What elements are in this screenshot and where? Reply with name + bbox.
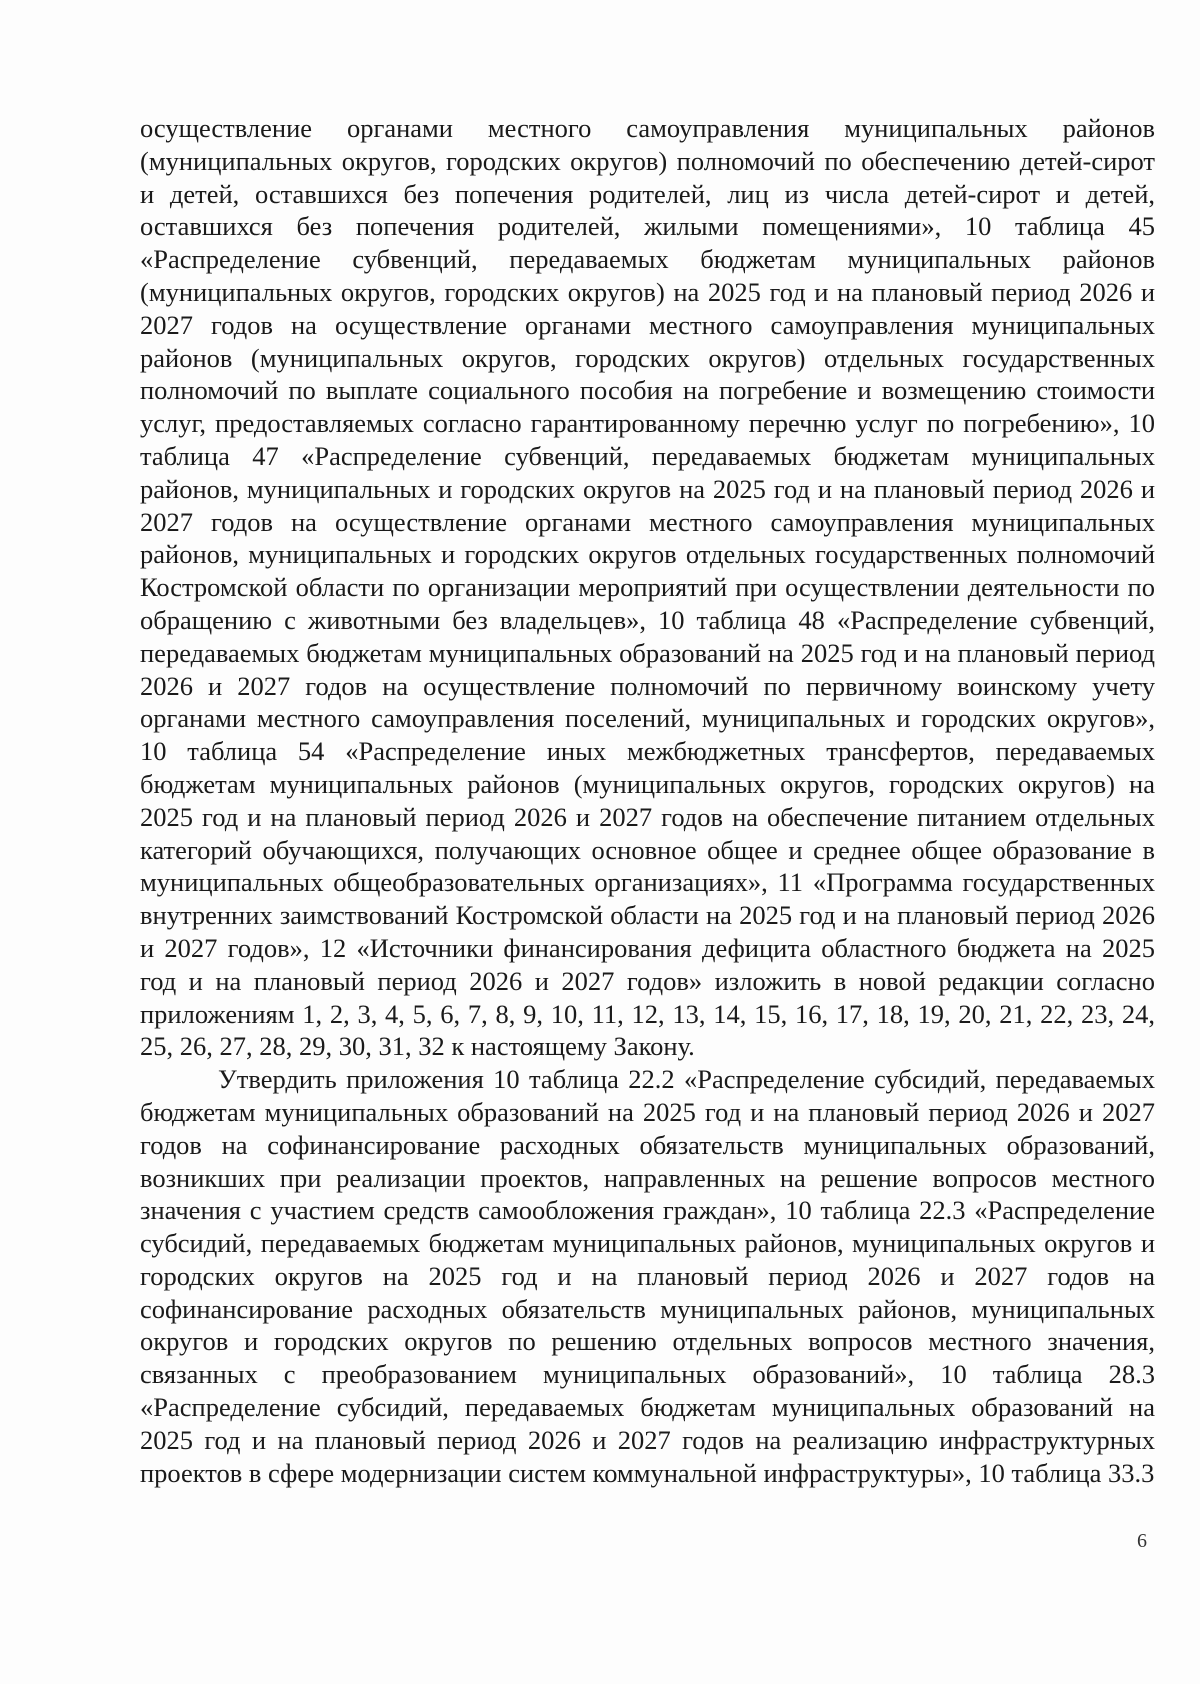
paragraph-approve-appendices: Утвердить приложения 10 таблица 22.2 «Распределение субсидий, передаваемых бюджетам муниципальных образований на 2025 год и на плановый период 2026 и 2027 годов на софинансирование расходных обязательств муниципальных образований, возникших при реализации проектов, направленных на решение вопросов местного значения с участием средств самообложения граждан», 10 таблица 22.3 «Распределение субсидий, передаваемых бюджетам муниципальных районов, муниципальных округов и городских округов на 2025 год и на плановый период 2026 и 2027 годов на софинансирование расходных обязательств муниципальных районов, муниципальных округов и городских округов по решению отдельных вопросов местного значения, связанных с преобразованием муниципальных образований», 10 таблица 28.3 «Распределение субсидий, передаваемых бюджетам муниципальных образований на 2025 год и на плановый период 2026 и 2027 годов на реализацию инфраструктурных проектов в сфере модернизации систем коммунальной инфраструктуры», 10 таблица 33.3 <box>140 1064 1155 1488</box>
document-body <box>140 112 1155 1489</box>
paragraph-continuation: осуществление органами местного самоуправления муниципальных районов (муниципальных округов, городских округов) полномочий по обеспечению детей-сирот и детей, оставшихся без попечения родителей, лиц из числа детей-сирот и детей, оставшихся без попечения родителей, жилыми помещениями», 10 таблица 45 «Распределение субвенций, передаваемых бюджетам муниципальных районов (муниципальных округов, городских округов) на 2025 год и на плановый период 2026 и 2027 годов на осуществление органами местного самоуправления муниципальных районов (муниципальных округов, городских округов) отдельных государственных полномочий по выплате социального пособия на погребение и возмещению стоимости услуг, предоставляемых согласно гарантированному перечню услуг по погребению», 10 таблица 47 «Распределение субвенций, передаваемых бюджетам муниципальных районов, муниципальных и городских округов на 2025 год и на плановый период 2026 и 2027 годов на осуществление органами местного самоуправления муниципальных районов, муниципальных и городских округов отдельных государственных полномочий Костромской области по организации мероприятий при осуществлении деятельности по обращению с животными без владельцев», 10 таблица 48 «Распределение субвенций, передаваемых бюджетам муниципальных образований на 2025 год и на плановый период 2026 и 2027 годов на осуществление полномочий по первичному воинскому учету органами местного самоуправления поселений, муниципальных и городских округов», 10 таблица 54 «Распределение иных межбюджетных трансфертов, передаваемых бюджетам муниципальных районов (муниципальных округов, городских округов) на 2025 год и на плановый период 2026 и 2027 годов на обеспечение питанием отдельных категорий обучающихся, получающих основное общее и среднее общее образование в муниципальных общеобразовательных организациях», 11 «Программа государственных внутренних заимствований Костромской области на 2025 год и на плановый период 2026 и 2027 годов», 12 «Источники финансирования дефицита областного бюджета на 2025 год и на плановый период 2026 и 2027 годов» изложить в новой редакции согласно приложениям 1, 2, 3, 4, 5, 6, 7, 8, 9, 10, 11, 12, 13, 14, 15, 16, 17, 18, 19, 20, 21, 22, 23, 24, 25, 26, 27, 28, 29, 30, 31, 32 к настоящему Закону. <box>140 113 1155 1062</box>
page-number: 6 <box>1137 1530 1147 1552</box>
